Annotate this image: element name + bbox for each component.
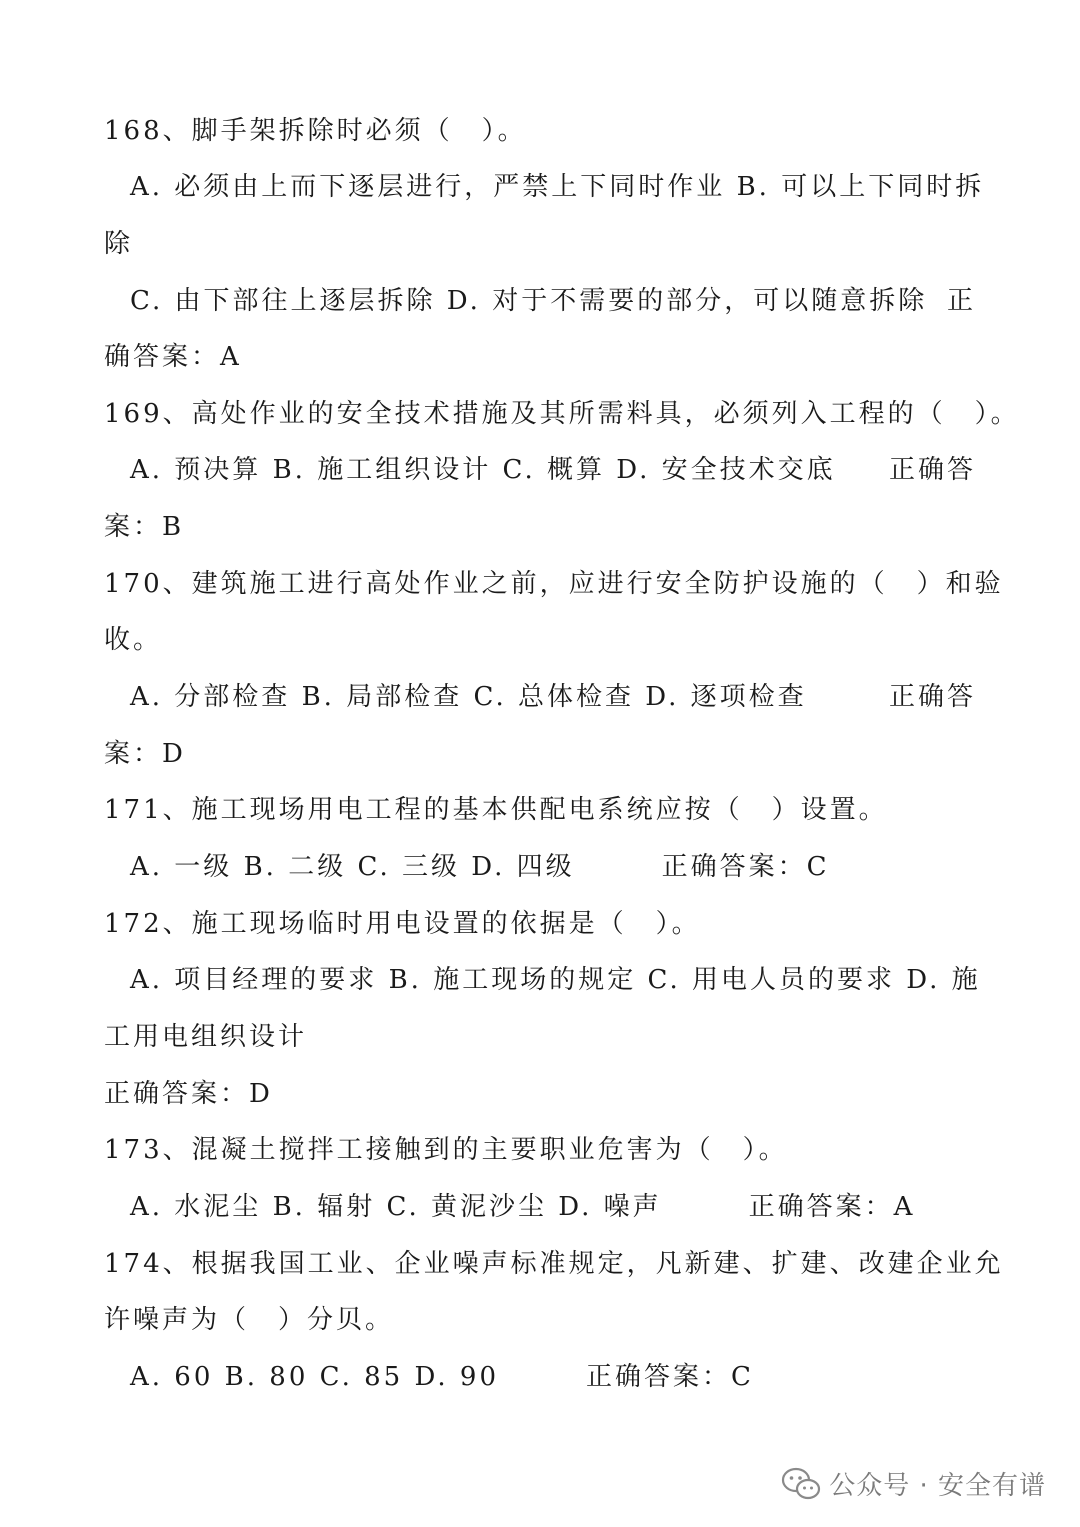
- question-169: 169、高处作业的安全技术措施及其所需料具，必须列入工程的（ ）。: [104, 399, 1020, 429]
- question-172-answer: 正确答案：D: [104, 1079, 273, 1109]
- question-169-options: [130, 453, 976, 487]
- question-169-answer: 案：B: [104, 512, 185, 542]
- question-168-options-2: [130, 284, 976, 318]
- question-170-answer-start: 正确答: [888, 682, 976, 712]
- question-169-options-text: A. 预决算 B. 施工组织设计 C. 概算 D. 安全技术交底: [130, 455, 836, 485]
- question-170-options: [130, 680, 976, 714]
- question-168-options-cont: 除: [104, 229, 134, 259]
- question-168-answer-start: 正: [946, 286, 976, 316]
- question-174-options: A. 60 B. 80 C. 85 D. 90 正确答案：C: [130, 1362, 754, 1392]
- question-174-cont: 许噪声为（ ）分贝。: [104, 1305, 395, 1335]
- question-168-options-cd: C. 由下部往上逐层拆除 D. 对于不需要的部分，可以随意拆除: [130, 286, 928, 316]
- question-168-answer: 确答案：A: [104, 342, 242, 372]
- wechat-icon: [781, 1467, 821, 1501]
- question-171: 171、施工现场用电工程的基本供配电系统应按（ ）设置。: [104, 795, 888, 825]
- question-172-options-cont: 工用电组织设计: [104, 1022, 308, 1052]
- question-172-options: A. 项目经理的要求 B. 施工现场的规定 C. 用电人员的要求 D. 施: [130, 965, 981, 995]
- question-172: 172、施工现场临时用电设置的依据是（ ）。: [104, 909, 701, 939]
- question-170-options-text: A. 分部检查 B. 局部检查 C. 总体检查 D. 逐项检查: [130, 682, 807, 712]
- question-170: 170、建筑施工进行高处作业之前，应进行安全防护设施的（ ）和验: [104, 569, 1004, 599]
- question-173: 173、混凝土搅拌工接触到的主要职业危害为（ ）。: [104, 1135, 788, 1165]
- question-168: 168、脚手架拆除时必须（ ）。: [104, 116, 527, 146]
- question-169-answer-start: 正确答: [888, 455, 976, 485]
- question-170-answer: 案：D: [104, 739, 186, 769]
- question-168-options: A. 必须由上而下逐层进行，严禁上下同时作业 B. 可以上下同时拆: [130, 172, 985, 202]
- question-174: 174、根据我国工业、企业噪声标准规定，凡新建、扩建、改建企业允: [104, 1249, 1004, 1279]
- watermark-text: 公众号 · 安全有谱: [829, 1471, 1046, 1501]
- watermark: [781, 1465, 1046, 1502]
- question-171-options: A. 一级 B. 二级 C. 三级 D. 四级 正确答案：C: [130, 852, 830, 882]
- question-170-cont: 收。: [104, 625, 163, 655]
- question-173-options: A. 水泥尘 B. 辐射 C. 黄泥沙尘 D. 噪声 正确答案：A: [130, 1192, 916, 1222]
